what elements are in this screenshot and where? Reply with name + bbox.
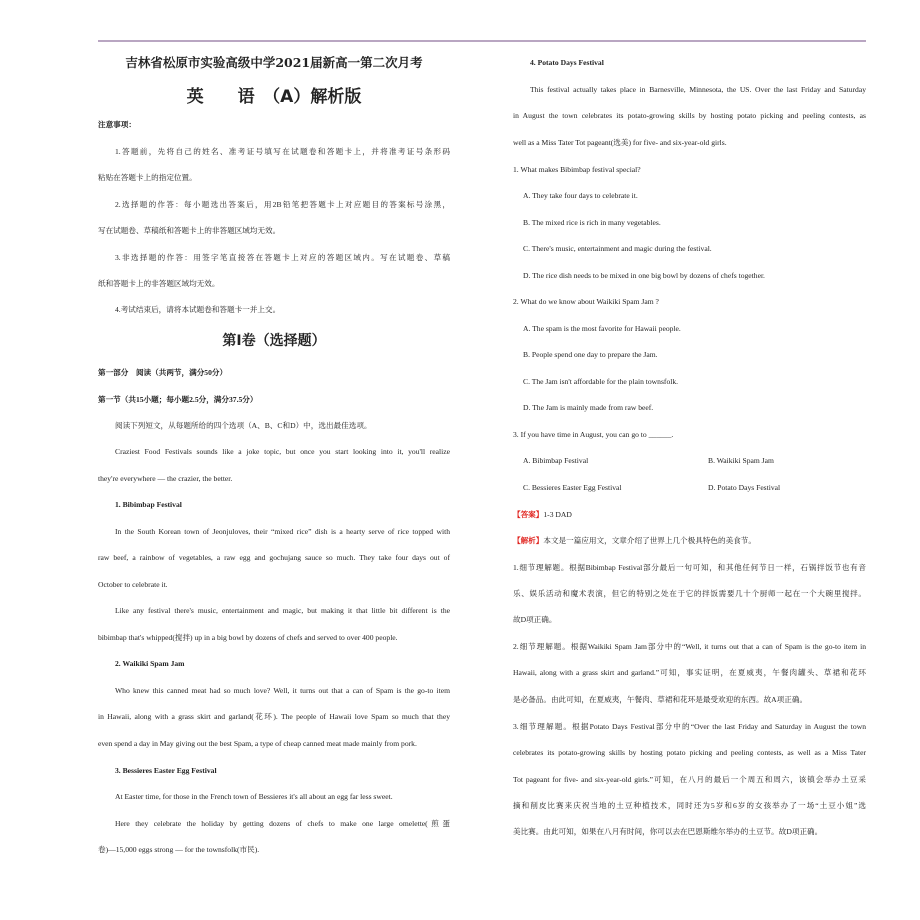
festival-heading: 4. Potato Days Festival	[530, 58, 604, 67]
notice-line: 纸和答题卡上的非答题区域均无效。	[98, 279, 220, 288]
analysis-text: celebrates its potato-growing skills by hosting potato picking and peeling contests, as well as a Miss Tater	[513, 748, 866, 757]
passage-line: 卷)—15,000 eggs strong — for the townsfolk(市民).	[98, 845, 260, 854]
passage-line: well as a Miss Tater Tot pageant(选美) for five- and six-year-old girls.	[513, 138, 727, 147]
subsection-heading: 第一节（共15小题；每小题2.5分，满分37.5分）	[98, 395, 258, 404]
notice-line: 3.非选择题的作答：用签字笔直接答在答题卡上对应的答题区域内。写在试题卷、草稿	[115, 253, 450, 262]
answer-value: 1-3 DAD	[543, 510, 572, 519]
notice-heading: 注意事项：	[98, 120, 136, 129]
option: A. The spam is the most favorite for Hawaii people.	[523, 324, 681, 333]
passage-line: in Hawaii, along with a grass skirt and garland(花环). The people of Hawaii love Spam so much that they	[98, 712, 450, 721]
question: 2. What do we know about Waikiki Spam Jam ?	[513, 297, 659, 306]
festival-heading: 1. Bibimbap Festival	[115, 500, 182, 509]
passage-line: At Easter time, for those in the French town of Bessieres it's all about an egg far less sweet.	[115, 792, 393, 801]
passage-line: October to celebrate it.	[98, 580, 168, 589]
option: B. The mixed rice is rich in many vegetables.	[523, 218, 661, 227]
passage-line: Craziest Food Festivals sounds like a joke topic, but once you start looking into it, you'll realize	[115, 447, 450, 456]
answer-line	[513, 510, 866, 520]
analysis-summary: 本文是一篇应用文，文章介绍了世界上几个极具特色的美食节。	[543, 536, 756, 545]
passage-line: Who knew this canned meat had so much love? Well, it turns out that a can of Spam is the go-to item	[115, 686, 450, 695]
option: D. The Jam is mainly made from raw beef.	[523, 403, 654, 412]
analysis-text: 2.细节理解题。根据Waikiki Spam Jam部分中的“Well, it turns out that a can of Spam is the go-to item in	[513, 642, 866, 651]
passage-line: even spend a day in May giving out the best Spam, a type of cheap canned meat made mainly from pork.	[98, 739, 417, 748]
analysis-text: 1.细节理解题。根据Bibimbap Festival部分最后一句可知，和其他任何节日一样，石锅拌饭节也有音	[513, 563, 866, 572]
notice-line: 粘贴在答题卡上的指定位置。	[98, 173, 197, 182]
festival-heading: 3. Bessieres Easter Egg Festival	[115, 766, 217, 775]
notice-line: 4.考试结束后，请将本试题卷和答题卡一并上交。	[115, 305, 281, 314]
option: B. People spend one day to prepare the Jam.	[523, 350, 658, 359]
analysis-label: 【解析】	[513, 536, 544, 545]
analysis-text: 乐、娱乐活动和魔术表演，但它的特别之处在于它的拌饭需要几十个厨师一起在一个大碗里搅拌。	[513, 589, 866, 598]
analysis-text: Hawaii, along with a grass skirt and garland.”可知，事实证明，在夏威夷，午餐肉罐头、草裙和花环	[513, 668, 866, 677]
option: C. There's music, entertainment and magic during the festival.	[523, 244, 712, 253]
analysis-text: 摘和削皮比赛来庆祝当地的土豆种植技术，同时还为5岁和6岁的女孩举办了一场“土豆小姐”选	[513, 801, 866, 810]
school-title: 吉林省松原市实验高级中学2021届新高一第二次月考	[125, 55, 423, 70]
passage-line: In the South Korean town of Jeonjuloves, their “mixed rice” dish is a hearty serve of rice topped with	[115, 527, 450, 536]
notice-line: 2.选择题的作答：每小题选出答案后，用2B铅笔把答题卡上对应题目的答案标号涂黑，	[115, 200, 450, 209]
passage-line: they're everywhere — the crazier, the better.	[98, 474, 233, 483]
option: A. They take four days to celebrate it.	[523, 191, 638, 200]
analysis-line	[513, 536, 866, 546]
passage-line: Like any festival there's music, entertainment and magic, but making it that little bit different is the	[115, 606, 450, 615]
part-heading: 第一部分 阅读（共两节，满分50分）	[98, 368, 228, 377]
analysis-text: 是必备品。由此可知，在夏威夷，午餐肉、草裙和花环是最受欢迎的东西。故A项正确。	[513, 695, 808, 704]
passage-line: This festival actually takes place in Barnesville, Minnesota, the US. Over the last Friday and Saturday	[530, 85, 866, 94]
answer-label: 【答案】	[513, 510, 544, 519]
analysis-text: Tot pageant for five- and six-year-old girls.”可知，在八月的最后一个周五和周六，该镇会举办土豆采	[513, 775, 866, 784]
analysis-text: 故D项正确。	[513, 615, 557, 624]
subject-title: 英 语 （A）解析版	[186, 87, 362, 107]
option: D. Potato Days Festival	[708, 483, 781, 492]
festival-heading: 2. Waikiki Spam Jam	[115, 659, 185, 668]
analysis-text: 美比赛。由此可知，如果在八月有时间，你可以去在巴恩斯维尔举办的土豆节。故D项正确。	[513, 827, 823, 836]
instruction: 阅读下列短文，从每题所给的四个选项（A、B、C和D）中，选出最佳选项。	[115, 421, 372, 430]
header-rule	[98, 40, 866, 42]
passage-line: raw beef, a rainbow of vegetables, a raw egg and gochujang sauce so much. They take four days out of	[98, 553, 450, 562]
option: C. Bessieres Easter Egg Festival	[523, 483, 622, 492]
passage-line: Here they celebrate the holiday by getting dozens of chefs to make one large omelette(煎蛋	[115, 819, 450, 828]
notice-line: 写在试题卷、草稿纸和答题卡上的非答题区域均无效。	[98, 226, 281, 235]
question: 3. If you have time in August, you can go to ______.	[513, 430, 674, 439]
option: D. The rice dish needs to be mixed in one big bowl by dozens of chefs together.	[523, 271, 765, 280]
passage-line: bibimbap that's whipped(搅拌) up in a big bowl by dozens of chefs and served to over 400 people.	[98, 633, 398, 642]
option: A. Bibimbap Festival	[523, 456, 589, 465]
section-title: 第Ⅰ卷（选择题）	[222, 333, 326, 349]
analysis-text: 3.细节理解题。根据Potato Days Festival部分中的“Over the last Friday and Saturday in August the town	[513, 722, 866, 731]
passage-line: in August the town celebrates its potato-growing skills by hosting potato picking and peeling contests, as	[513, 111, 866, 120]
option: B. Waikiki Spam Jam	[708, 456, 774, 465]
notice-line: 1.答题前，先将自己的姓名、准考证号填写在试题卷和答题卡上，并将准考证号条形码	[115, 147, 450, 156]
option: C. The Jam isn't affordable for the plain townsfolk.	[523, 377, 679, 386]
question: 1. What makes Bibimbap festival special?	[513, 165, 641, 174]
